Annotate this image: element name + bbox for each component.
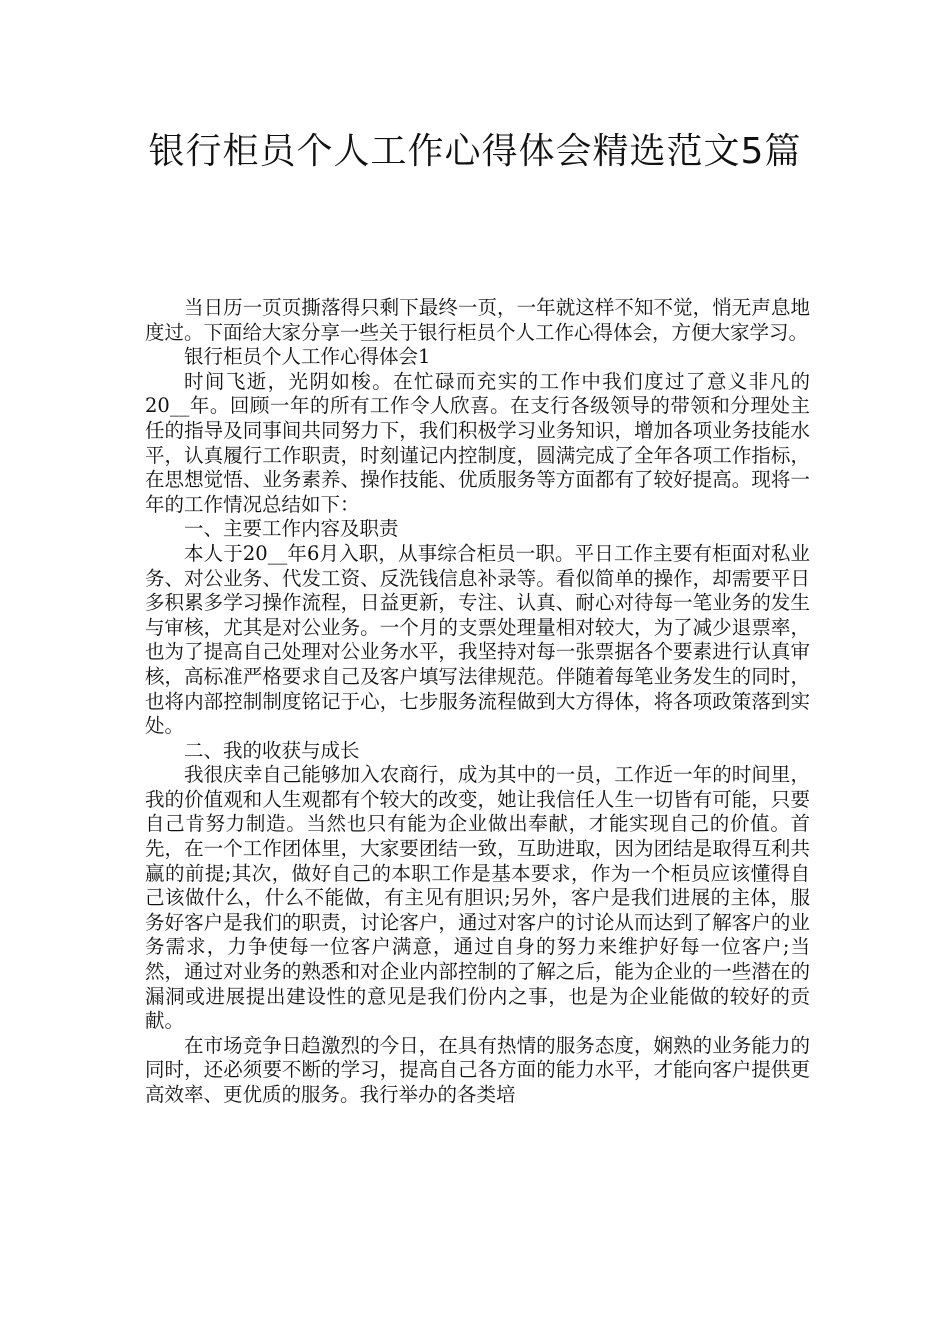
- body-paragraph: 我很庆幸自己能够加入农商行，成为其中的一员，工作近一年的时间里，我的价值观和人生观都有个较大的改变，她让我信任人生一切皆有可能，只要自己肯努力制造。当然也只有能为企业做出奉献，才能实现自己的价值。首先，在一个工作团体里，大家要团结一致，互助进取，因为团结是取得互利共赢的前提;其次，做好自己的本职工作是基本要求，作为一个柜员应该懂得自己该做什么，什么不能做，有主见有胆识;另外，客户是我们进展的主体，服务好客户是我们的职责，讨论客户，通过对客户的讨论从而达到了解客户的业务需求，力争使每一位客户满意，通过自身的努力来维护好每一位客户;当然，通过对业务的熟悉和对企业内部控制的了解之后，能为企业的一些潜在的漏洞或进展提出建设性的意见是我们份内之事，也是为企业能做的较好的贡献。: [145, 763, 810, 1033]
- body-paragraph: 在市场竞争日趋激烈的今日，在具有热情的服务态度，娴熟的业务能力的同时，还必须要不断的学习，提高自己各方面的能力水平，才能向客户提供更高效率、更优质的服务。我行举办的各类培: [145, 1033, 810, 1106]
- section-heading-article-1: 银行柜员个人工作心得体会1: [184, 345, 431, 369]
- section-heading-gains-growth: 二、我的收获与成长: [184, 738, 360, 762]
- document-body: [145, 296, 810, 1108]
- section-heading-main-duties: 一、主要工作内容及职责: [184, 517, 399, 541]
- document-title: 银行柜员个人工作心得体会精选范文5篇: [148, 131, 802, 172]
- body-paragraph: 时间飞逝，光阴如梭。在忙碌而充实的工作中我们度过了意义非凡的20__年。回顾一年的所有工作令人欣喜。在支行各级领导的带领和分理处主任的指导及同事间共同努力下，我们积极学习业务知识，增加各项业务技能水平，认真履行工作职责，时刻谨记内控制度，圆满完成了全年各项工作指标，在思想觉悟、业务素养、操作技能、优质服务等方面都有了较好提高。现将一年的工作情况总结如下：: [145, 369, 810, 516]
- intro-paragraph: 当日历一页页撕落得只剩下最终一页，一年就这样不知不觉，悄无声息地度过。下面给大家分享一些关于银行柜员个人工作心得体会，方便大家学习。: [145, 296, 810, 344]
- body-paragraph: 本人于20__年6月入职，从事综合柜员一职。平日工作主要有柜面对私业务、对公业务、代发工资、反洗钱信息补录等。看似简单的操作，却需要平日多积累多学习操作流程，日益更新，专注、认真、耐心对待每一笔业务的发生与审核，尤其是对公业务。一个月的支票处理量相对较大，为了减少退票率，也为了提高自己处理对公业务水平，我坚持对每一张票据各个要素进行认真审核，高标准严格要求自己及客户填写法律规范。伴随着每笔业务发生的同时，也将内部控制制度铭记于心，七步服务流程做到大方得体，将各项政策落到实处。: [145, 541, 810, 738]
